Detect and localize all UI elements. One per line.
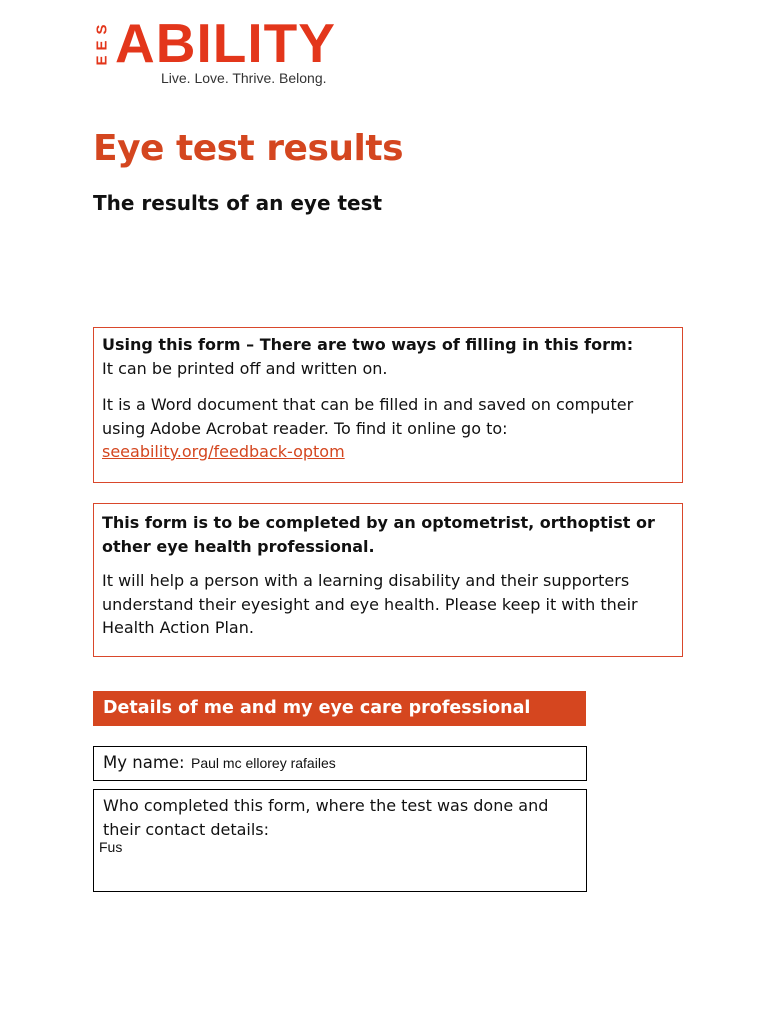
section-header-details: Details of me and my eye care professional <box>93 691 586 726</box>
professional-body: It will help a person with a learning disability and their supporters understand their eyesight and eye health. Please keep it with their Health Action Plan. <box>102 571 638 637</box>
my-name-field[interactable] <box>93 746 587 781</box>
logo-see-letter: S <box>93 24 111 35</box>
logo-see-letter: E <box>93 55 111 66</box>
usage-heading: Using this form – There are two ways of filling in this form: <box>102 335 634 354</box>
my-name-value[interactable]: Paul mc ellorey rafailes <box>191 755 336 771</box>
logo-see-letter: E <box>93 39 111 51</box>
feedback-link[interactable]: seeability.org/feedback-optom <box>102 442 345 461</box>
logo-see-vertical <box>94 22 110 68</box>
completed-by-label: Who completed this form, where the test was done and their contact details: <box>103 796 549 839</box>
seeability-logo <box>93 12 354 92</box>
page-subtitle: The results of an eye test <box>93 191 383 215</box>
professional-info-box <box>93 503 683 657</box>
logo-tagline: Live. Love. Thrive. Belong. <box>161 70 327 86</box>
usage-line-word: It is a Word document that can be filled in and saved on computer using Adobe Acrobat reader. To find it online go to: <box>102 395 634 438</box>
usage-info-box <box>93 327 683 483</box>
my-name-label: My name: <box>103 753 185 772</box>
logo-wordmark: ABILITY <box>115 12 336 74</box>
completed-by-value[interactable]: Fus <box>99 839 123 855</box>
professional-heading: This form is to be completed by an optometrist, orthoptist or other eye health professional. <box>102 513 655 556</box>
completed-by-field[interactable] <box>93 789 587 892</box>
usage-line-print: It can be printed off and written on. <box>102 358 388 378</box>
page-title: Eye test results <box>93 128 404 169</box>
